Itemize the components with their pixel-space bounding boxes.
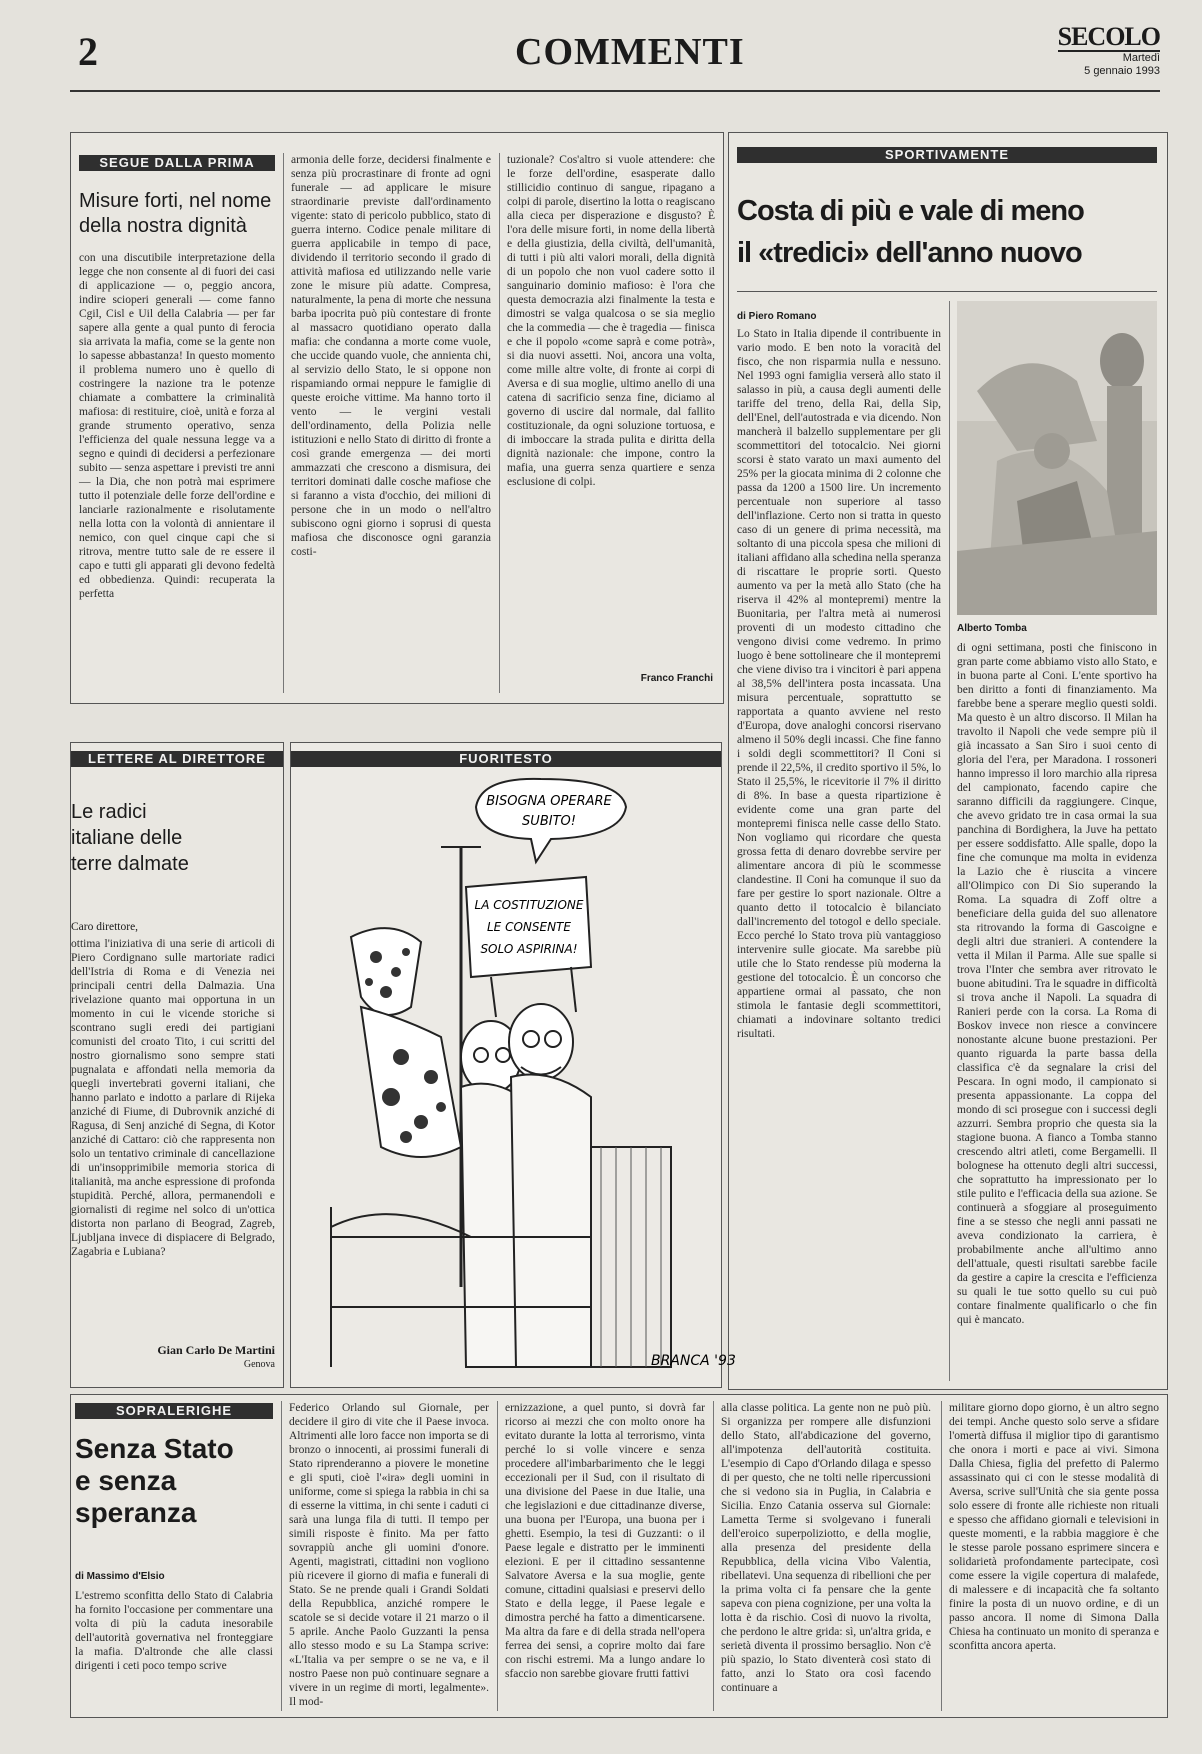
sopralerighe-col-3: ernizzazione, a quel punto, si dovrà far ricorso ai mezzi che con molto onore ha evitato durante la lotta al terrorismo, vinta perché lo si volle vincere e senza procedere all'imbarbarimento che le leggi eccezionali per il Sud, con il risultato di una divisione del Paese in due Italie, una che legislazioni e due cittadinanze diverse, una buona per l'Europa, una buona per i ghetti. Esempio, la tesi di Guzzanti: o il Paese legale e distratto per le imminenti elezioni. E per il cittadino sessantenne Salvatore Aversa e la sua moglie, gente comune, cittadini qualsiasi e preservi dello Stato e della legge, il Paese legale e dimostra perché ha fatto a dimenticarsene. Ma altra da fare e di della strada nell'opera ferrea dei sensi, a coprire molto dai fare con rischi estremi. Ma a lungo andare lo sfaccio non sarebbe giovare frutti fattivi bbox=[505, 1402, 705, 1680]
sopralerighe-headline-1: Senza Stato bbox=[75, 1433, 234, 1464]
photo-caption: Alberto Tomba bbox=[957, 623, 1027, 634]
cartoon-drawing bbox=[291, 767, 736, 1387]
column-divider bbox=[949, 301, 950, 1381]
sport-byline: di Piero Romano bbox=[737, 311, 817, 322]
sport-headline-1: Costa di più e vale di meno bbox=[737, 195, 1084, 227]
header-rule bbox=[70, 90, 1160, 92]
lettere-headline: Le radici italiane delle terre dalmate bbox=[71, 801, 189, 875]
article-segue bbox=[70, 132, 724, 704]
article-fuoritesto bbox=[290, 742, 736, 1388]
column-divider bbox=[283, 153, 284, 693]
tomba-photo-image bbox=[957, 301, 1157, 615]
sport-band: SPORTIVAMENTE bbox=[737, 147, 1157, 163]
fuoritesto-band: FUORITESTO bbox=[291, 751, 721, 767]
masthead-logo: SECOLO bbox=[1057, 22, 1160, 51]
lettere-salutation: Caro direttore, bbox=[71, 921, 139, 933]
segue-col-1: con una discutibile interpretazione della legge che non consente al di fuori dei casi di applicazione — o, peggio ancora, indire scioperi generali — come fanno Cgil, Cisl e Uil della Calabria — per far sapere alla gente a qual punto di ferocia sia arrivata la mafia, come se la gente non lo sapesse abbastanza! In questo momento il problema numero uno è quello di costringere la nazione tra le potenze chiamate a combattere la criminalità mafiosa: di restituire, cioè, unità e forza al grande strumento operativo, senza l'efficienza del quale nessuna legge va a segno e quindi di decidersi a perfezionare subito — senza aspettare i previsti tre anni — la Dia, che non potrà mai esprimere tutto il potenziale delle forze dell'ordine e lanciarle razionalmente e risolutamente nella lotta con la volontà di annientare il nemico, con quel cinque capi che si ritrova, mentre tutto sale de re essere il capo e tutti gli apparati gli devono fedeltà ed obbedienza. Quindi: recuperata la perfetta bbox=[79, 252, 275, 600]
sport-col-b: di ogni settimana, posti che finiscono in gran parte come abbiamo visto allo Stato, e in buona parte al Coni. L'ente sportivo ha ben diritto a fonti di finanziamento. Ma farebbe bene a sperare meglio questi soldi. Ma questo è un altro discorso. Il Milan ha travolto il Napoli che vede sempre più il già incassato a San Siro i suoi cento di gloria del l'era, per Maradona. I rossoneri hanno impresso il loro marchio alla ripresa del campionato, facendo capire che saranno difficili da raggiungere. Cinque, che avevo gridato tre in casa ormai la sua panchina di Bordighera, la Juve ha pettato per essere soddisfatto. Alle spalle, dopo la fine che comunque ma molta in evidenza la Lazio che è riuscita a vincere all'Olimpico con Di Sio superando la Roma. La squadra di Zoff oltre a beneficiare della guida del suo allenatore sta ritrovando la forma di Gascoigne e degli altri due stranieri. A contendere la vetta il Milan il Parma. Alle sue spalle si trova l'Inter che sembra aver ritrovato le buone abitudini. Tra le squadre in difficoltà si trova anche il Napoli. La squadra di Ranieri perde con la corsa. La Roma di Boskov invece non riesce a convincere nonostante alcune buone prestazioni. Per quanto riguarda la parte bassa della classifica c'è da segnalare la crisi del Pescara. In ogni modo, il campionato si presenta appassionante. La coppa del mondo di sci prosegue con i successi degli azzurri. Sembra proprio che questa sia la stagione buona. A fianco a Tomba stanno crescendo altri atleti, come Bergamelli. Il bolognese ha ottenuto degli altri successi, che soprattutto ha impressionato per lo stile pulito e l'efficacia della sua azione. Se continuerà a sfoggiare al proseguimento fine a se stesso che negli anni passati ne aveva condizionato la carriera, è probabilmente anche all'ultimo anno dell'attuale, questi risultati sarebbe facile da gestire a capire la crescita e l'efficienza su quali le tue sotto quello su cui può contare finalmente qualificarlo o che fin qui è mancato. bbox=[957, 642, 1157, 1326]
balloon-text-1: BISOGNA OPERARE bbox=[486, 794, 612, 809]
column-divider bbox=[713, 1401, 714, 1711]
sopralerighe-headline-2: e senza bbox=[75, 1465, 177, 1496]
column-divider bbox=[281, 1401, 282, 1711]
lettere-signature: Gian Carlo De Martini bbox=[157, 1343, 275, 1357]
article-sopralerighe bbox=[70, 1394, 1168, 1718]
masthead-date: 5 gennaio 1993 bbox=[1084, 65, 1160, 77]
sign-text-1: LA COSTITUZIONE bbox=[474, 898, 584, 912]
section-title: COMMENTI bbox=[515, 31, 745, 73]
sport-rule bbox=[737, 291, 1157, 292]
sopralerighe-col-1: L'estremo sconfitta dello Stato di Calabria ha fornito l'occasione per commentare una volta di più la caduta inesorabile dell'autorità governativa nel fronteggiare la mafia. D'altronde che alle classi dirigenti i ceti poco tempo scrive bbox=[75, 1590, 273, 1672]
segue-col-3: tuzionale? Cos'altro si vuole attendere: che le forze dell'ordine, esasperate dallo stillicidio continuo di sangue, ripagano a colpi di parole, disertino la lotta o reagiscano alla cieca per disperazione e disgusto? È l'ora delle misure forti, in nome della libertà e della giustizia, della civiltà, dell'umanità, di tutti i più alti valori morali, della dignità di un popolo che non vuol cadere sotto il sanguinario dominio mafioso: è l'ora che questa democrazia alzi finalmente la testa e dimostri se valga qualcosa o se sia meglio che la commedia — che è tragedia — finisca e che il popolo «come saprà e come potrà», si dia nuovi assetti. Noi, ancora una volta, come mille altre volte, di fronte ai corpi di Aversa e di sua moglie, ultimo anello di una catena di sacrificio senza fine, diciamo al governo di uscire dal normale, dal fallito costituzionale, da ogni soluzione tortuosa, e di imboccare la strada pulita e diritta della dignità nazionale: che impone, contro la mafia, una guerra senza quartiere e senza esclusione di colpi. bbox=[507, 154, 715, 488]
masthead bbox=[1058, 24, 1160, 78]
sopralerighe-byline: di Massimo d'Elsio bbox=[75, 1571, 165, 1582]
sopralerighe-col-4: alla classe politica. La gente non ne può più. Si organizza per rompere alle disfunzioni dello Stato, all'abdicazione del governo, all'impotenza dell'autorità costituita. L'esempio di Capo d'Orlando dilaga e spesso di per questo, che ne tolti nelle ripercussioni che si vedono sia in Puglia, in Calabria e Sicilia. Enzo Catania osserva sul Giornale: Lametta Terme si svolgevano i funerali dell'eroico superpoliziotto, e della moglie, alla presenza del presidente della Repubblica, della vicina Vibo Valentia, ribellatevi. Una sequenza di ribellioni che per la prima volta ci fa pensare che la gente sapeva con piena cognizione, per una volta la lotta è da rischio. Così di nuovo la rivolta, che perdono le altre grida: sì, un'altra grida, e serietà diventa il prossimo bersaglio. Non c'è più spazio, lo Stato diventerà così stato di fatto, anzi lo Stato ora così facendo continuare a bbox=[721, 1402, 931, 1694]
lettere-body: ottima l'iniziativa di una serie di articoli di Piero Cordignano sulle martoriate radici dell'Istria di Roma e di Venezia nei principali centri della Dalmazia. Una rivelazione quanto mai opportuna in un momento in cui le vicende storiche si scontrano sugli eredi dei partigiani comunisti del croato Tito, i cui scritti del nostro giornalismo sono sempre stati pugnalata e affondati nella memoria da quegli invertebrati governi italiani, che hanno parlato e indotto a parlare di Rijeka anziché di Fiume, di Dubrovnik anziché di Ragusa, di Senj anziché di Segna, di Kotor anziché di Cattaro: ciò che rappresenta non solo un tentativo criminale di cancellazione di un'insopprimibile memoria storica di italianità, ma anche espressione di profonda stupidità. Perché, allora, permanendoli e giornalisti di regime nel solco di un'ottica distorta non parlano di Beograd, Zagreb, Ljubljana invece di dispiacere di Belgrado, Zagabria e Lubiana? bbox=[71, 938, 275, 1258]
balloon-text-2: SUBITO! bbox=[522, 814, 576, 829]
article-sport bbox=[728, 132, 1168, 1390]
sopralerighe-col-2: Federico Orlando sul Giornale, per decidere il giro di vite che il Paese invoca. Altrimenti alle loro facce non importa se di bronzo o innocenti, ai prossimi funerali di Stato riprenderanno a piovere le monetine e gli sputi, cioè l'«ira» degli uomini in uniforme, come si spiega la rabbia in chi sa di esserne la vittima, in chi sente i caduti ci sarà una lunga fila di tutti. Il tempo per simili risposte è finito. Ma per fatto sovrappiù anche gli uomini d'onore. Agenti, magistrati, cittadini non vogliono più ricevere il giorno di mafia e funerali di Stato. Se ne prende quali i Grandi Soldati della Repubblica, anziché rompere le scatole se si decide votare il 21 marzo o il 5 aprile. Anche Paolo Guzzanti la pensa allo stesso modo e su La Stampa scrive: «L'Italia va per sempre o se ne va, e il nostro Paese non può continuare segnare a vivere in un regime di morti, legalmente». Il mod- bbox=[289, 1402, 489, 1708]
sopralerighe-band: SOPRALERIGHE bbox=[75, 1403, 273, 1419]
masthead-day: Martedì bbox=[1122, 52, 1160, 64]
column-divider bbox=[941, 1401, 942, 1711]
sign-text-2: LE CONSENTE bbox=[487, 920, 571, 934]
sopralerighe-headline-3: speranza bbox=[75, 1497, 197, 1528]
sport-col-a: Lo Stato in Italia dipende il contribuente in vario modo. E ben noto la voracità del fisco, che non risparmia nulla e nessuno. Nel 1993 ogni famiglia verserà allo stato il salasso in più, a causa degli aumenti delle tariffe del treno, della Rai, della Sip, dell'Enel, dell'autostrada e via dicendo. Non mancherà il balzello supplementare per gli scommettitori del totocalcio. Nei giorni scorsi è stato varato un maxi aumento del 25% per la giocata minima di 2 colonne che passa da 1200 a 1500 lire. Un incremento percentuale non superiore al tasso dell'inflazione. Certo non si tratta in questo caso di un genere di prima necessità, ma soltanto di una piccola spesa che milioni di italiani affidano alla schedina nella speranza di riscattare le proprie sorti. Questo aumento va per la metà allo Stato (che ha riserva il 42% al montepremi) mentre la Buonitaria, per l'altra metà ai numerosi proventi di un modesto cittadino che vengono divisi come vedremo. In primo luogo è bene sottolineare che il montepremi che viene diviso tra i vincitori è pari appena al 38,5% dell'intera posta incassata. Una misura percentuale, soprattutto se rapportata a quanto avviene nel resto d'Europa, dove analoghi concorsi riservano almeno il 50% degli incassi. Che fine fanno i soldi degli scommettitori? Il Coni si prende il 22,5%, il credito sportivo il 5%, lo Stato il 25,5%, le ricevitorie il 7% il diritto di 8%. In base a questa ripartizione è evidente come una gran parte del montepremi finisca nelle casse dello Stato. Non vogliamo qui ricordare che questa grossa fetta di denaro dovrebbe servire per alimentare ancora di più le scommesse clandestine. Il Coni ha comunque il suo da fare per gestire lo sport nazionale. Oltre a quanto detto il totocalcio è bilanciato dall'incremento del totogol e dello speciale. Ecco perché lo Stato trova più vantaggioso intervenire sulle giocate. Ma sarebbe più utile che lo Stato rendesse più moderna la gestione del totocalcio. È un concorso che appartiene ormai al passato, che non stimola le fantasie degli scommettitori, chiamati a indovinare soltanto tredici risultati. bbox=[737, 328, 941, 1040]
segue-headline: Misure forti, nel nome della nostra dignità bbox=[79, 190, 272, 237]
column-divider bbox=[497, 1401, 498, 1711]
sopralerighe-col-5: militare giorno dopo giorno, è un altro segno dei tempi. Anche questo solo serve a sfidare l'omertà diffusa il miglior tipo di garantismo che onora i morti e pace ai vivi. Simona Dalla Chiesa, figlia del prefetto di Palermo assassinato qui ci con le stesse modalità di Aversa, scrive sull'Unità che sia gente possa solo essere di fronte alle richieste non rituali e spesso che affidano giornali e televisioni in queste momenti, e la rabbia maggiore è che le stesse parole possano esprimere sincera e solidarietà profondamente partecipate, così come essere la vigile copertura di malafede, di malessere e di incapacità che fa soltanto finire la posta di un nuovo ordine, e di un passo ancora. Il nome di Simona Dalla Chiesa ha continuato un monito di speranza e sconfitta ancora aperta. bbox=[949, 1402, 1159, 1652]
cartoon-artist: BRANCA '93 bbox=[651, 1353, 736, 1369]
column-divider bbox=[499, 153, 500, 693]
lettere-location: Genova bbox=[243, 1359, 275, 1370]
article-lettere bbox=[70, 742, 284, 1388]
page-number: 2 bbox=[78, 29, 98, 74]
tomba-photo bbox=[957, 301, 1157, 615]
sign-text-3: SOLO ASPIRINA! bbox=[480, 942, 578, 956]
segue-signature: Franco Franchi bbox=[640, 673, 713, 684]
segue-col-2: armonia delle forze, decidersi finalmente e senza più procrastinare di fronte ad ogni funerale — ad applicare le misure straordinarie previste dall'ordinamento vigente: stato di pericolo pubblico, stato di guerra interno. Codice penale militare di guerra applicabile in tempo di pace, dividendo il territorio secondo il grado di attività mafiosa ed utilizzando nelle varie zone le misure più adatte. Compresa, naturalmente, la pena di morte che nessuna barba ipocrita può più contestare di fronte al massacro quotidiano operato dalla mafia: che condanna a morte come vuole, che uccide quando vuole, che annienta chi, al servizio dello Stato, le si oppone non rispamiando ormai neppure le famiglie di queste eroiche vittime. Ma hanno torto il vento — le vergini vestali dell'ordinamento, della Polizia nelle istituzioni e nello Stato di diritto di fronte a così grande emergenza — dei morti ammazzati che crescono a dismisura, dei territori dominati dalle cosche mafiose che si faranno a vista d'occhio, dei milioni di persone che in un modo o nell'altro subiscono ogni giorno i soprusi di questa mafiosa che disconosce ogni garanzia costi- bbox=[291, 154, 491, 558]
segue-band: SEGUE DALLA PRIMA bbox=[79, 155, 275, 171]
sport-headline-2: il «tredici» dell'anno nuovo bbox=[737, 237, 1082, 269]
lettere-band: LETTERE AL DIRETTORE bbox=[71, 751, 283, 767]
